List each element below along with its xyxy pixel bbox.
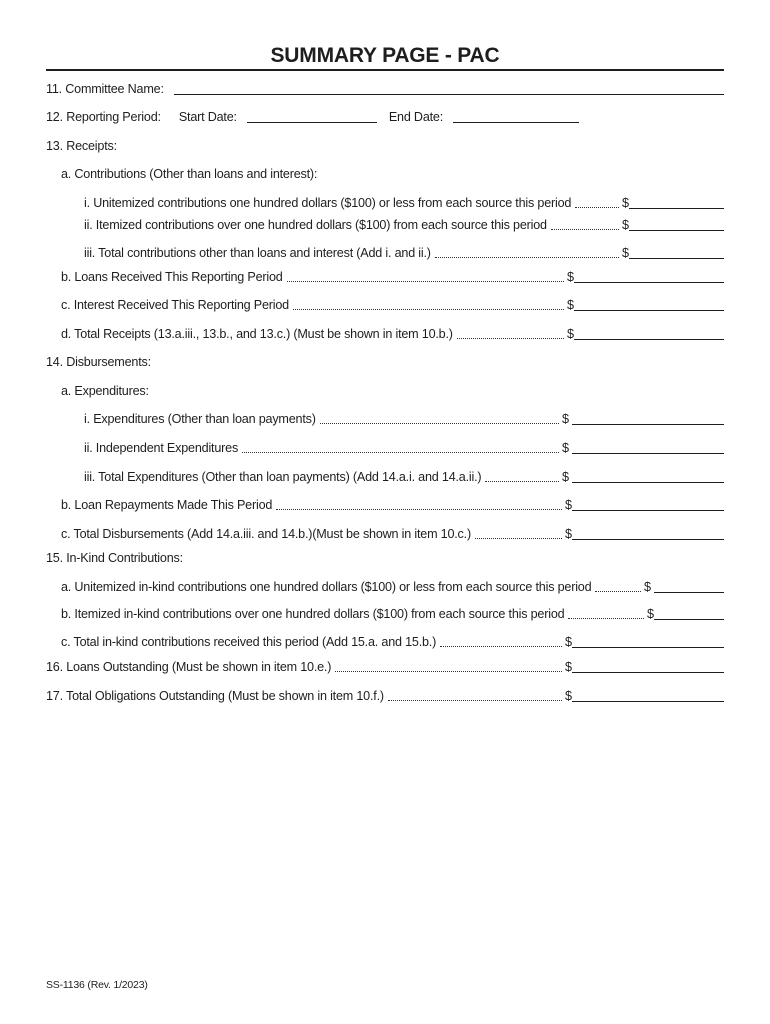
dollar-sign: $ — [621, 246, 629, 260]
expenditures-other-row — [84, 411, 724, 427]
leader-dots — [575, 207, 619, 208]
contributions-heading — [61, 166, 461, 182]
loans-outstanding-row — [46, 659, 724, 675]
leader-dots — [320, 423, 559, 424]
total-contributions-label: iii. Total contributions other than loans and interest (Add i. and ii.) — [84, 246, 431, 260]
dollar-sign: $ — [566, 298, 574, 312]
itemized-contributions-row — [84, 217, 724, 233]
independent-expenditures-row — [84, 440, 724, 456]
total-disbursements-row — [61, 526, 724, 542]
obligations-outstanding-field[interactable] — [572, 701, 724, 702]
leader-dots — [435, 257, 619, 258]
in-kind-total-label: c. Total in-kind contributions received this period (Add 15.a. and 15.b.) — [61, 635, 437, 649]
in-kind-unitemized-label: a. Unitemized in-kind contributions one hundred dollars ($100) or less from each source this period — [61, 580, 592, 594]
total-receipts-row — [61, 326, 724, 342]
end-date-field[interactable] — [453, 122, 579, 123]
disbursements-label: 14. Disbursements: — [46, 355, 151, 369]
dollar-sign: $ — [564, 635, 572, 649]
interest-received-field[interactable] — [574, 310, 724, 311]
leader-dots — [595, 591, 641, 592]
total-disbursements-field[interactable] — [572, 539, 724, 540]
total-contributions-row — [84, 245, 724, 261]
dollar-sign: $ — [564, 689, 572, 703]
loans-outstanding-label: 16. Loans Outstanding (Must be shown in item 10.e.) — [46, 660, 332, 674]
leader-dots — [276, 509, 562, 510]
committee-name-field[interactable] — [174, 94, 724, 95]
dollar-sign: $ — [564, 527, 572, 541]
dollar-sign: $ — [643, 580, 651, 594]
disbursements-heading — [46, 354, 346, 370]
loan-repayments-field[interactable] — [572, 510, 724, 511]
dollar-sign: $ — [564, 660, 572, 674]
end-date-label: End Date: — [388, 110, 444, 124]
committee-name-row — [46, 81, 724, 97]
obligations-outstanding-label: 17. Total Obligations Outstanding (Must be shown in item 10.f.) — [46, 689, 384, 703]
leader-dots — [457, 338, 564, 339]
in-kind-itemized-label: b. Itemized in-kind contributions over one hundred dollars ($100) from each source this period — [61, 607, 565, 621]
receipts-heading — [46, 138, 346, 154]
total-expenditures-field[interactable] — [572, 482, 724, 483]
leader-dots — [287, 281, 564, 282]
form-number-footer: SS-1136 (Rev. 1/2023) — [46, 979, 148, 991]
dollar-sign: $ — [566, 270, 574, 284]
unitemized-contributions-field[interactable] — [629, 208, 724, 209]
in-kind-total-field[interactable] — [572, 647, 724, 648]
in-kind-itemized-row — [61, 606, 724, 622]
loans-received-row — [61, 269, 724, 285]
leader-dots — [242, 452, 559, 453]
loan-repayments-label: b. Loan Repayments Made This Period — [61, 498, 273, 512]
interest-received-row — [61, 297, 724, 313]
leader-dots — [335, 671, 562, 672]
in-kind-itemized-field[interactable] — [654, 619, 724, 620]
loans-received-field[interactable] — [574, 282, 724, 283]
title-rule — [46, 69, 724, 71]
total-disbursements-label: c. Total Disbursements (Add 14.a.iii. and 14.b.)(Must be shown in item 10.c.) — [61, 527, 471, 541]
obligations-outstanding-row — [46, 688, 724, 704]
dollar-sign: $ — [621, 196, 629, 210]
contributions-label: a. Contributions (Other than loans and interest): — [61, 167, 318, 181]
independent-expenditures-label: ii. Independent Expenditures — [84, 441, 239, 455]
total-expenditures-label: iii. Total Expenditures (Other than loan payments) (Add 14.a.i. and 14.a.ii.) — [84, 470, 482, 484]
loan-repayments-row — [61, 497, 724, 513]
leader-dots — [388, 700, 562, 701]
leader-dots — [568, 618, 644, 619]
dollar-sign: $ — [561, 412, 569, 426]
leader-dots — [551, 229, 619, 230]
committee-name-label: 11. Committee Name: — [46, 82, 164, 96]
reporting-period-label: 12. Reporting Period: — [46, 110, 161, 124]
start-date-field[interactable] — [247, 122, 377, 123]
reporting-period-row — [46, 109, 586, 125]
in-kind-total-row — [61, 634, 724, 650]
in-kind-unitemized-field[interactable] — [654, 592, 724, 593]
leader-dots — [440, 646, 562, 647]
in-kind-heading — [46, 550, 346, 566]
in-kind-unitemized-row — [61, 579, 724, 595]
form-title: SUMMARY PAGE - PAC — [270, 44, 500, 67]
total-expenditures-row — [84, 469, 724, 485]
total-receipts-field[interactable] — [574, 339, 724, 340]
expenditures-heading — [61, 383, 361, 399]
dollar-sign: $ — [564, 498, 572, 512]
itemized-contributions-field[interactable] — [629, 230, 724, 231]
unitemized-contributions-label: i. Unitemized contributions one hundred dollars ($100) or less from each source this period — [84, 196, 572, 210]
dollar-sign: $ — [646, 607, 654, 621]
dollar-sign: $ — [561, 470, 569, 484]
dollar-sign: $ — [561, 441, 569, 455]
expenditures-other-label: i. Expenditures (Other than loan payments) — [84, 412, 316, 426]
in-kind-label: 15. In-Kind Contributions: — [46, 551, 183, 565]
dollar-sign: $ — [566, 327, 574, 341]
leader-dots — [485, 481, 559, 482]
expenditures-other-field[interactable] — [572, 424, 724, 425]
independent-expenditures-field[interactable] — [572, 453, 724, 454]
unitemized-contributions-row — [84, 195, 724, 211]
itemized-contributions-label: ii. Itemized contributions over one hundred dollars ($100) from each source this period — [84, 218, 547, 232]
loans-outstanding-field[interactable] — [572, 672, 724, 673]
total-contributions-field[interactable] — [629, 258, 724, 259]
total-receipts-label: d. Total Receipts (13.a.iii., 13.b., and 13.c.) (Must be shown in item 10.b.) — [61, 327, 453, 341]
receipts-label: 13. Receipts: — [46, 139, 117, 153]
interest-received-label: c. Interest Received This Reporting Period — [61, 298, 289, 312]
start-date-label: Start Date: — [178, 110, 237, 124]
loans-received-label: b. Loans Received This Reporting Period — [61, 270, 283, 284]
leader-dots — [293, 309, 564, 310]
expenditures-label: a. Expenditures: — [61, 384, 149, 398]
leader-dots — [475, 538, 562, 539]
dollar-sign: $ — [621, 218, 629, 232]
